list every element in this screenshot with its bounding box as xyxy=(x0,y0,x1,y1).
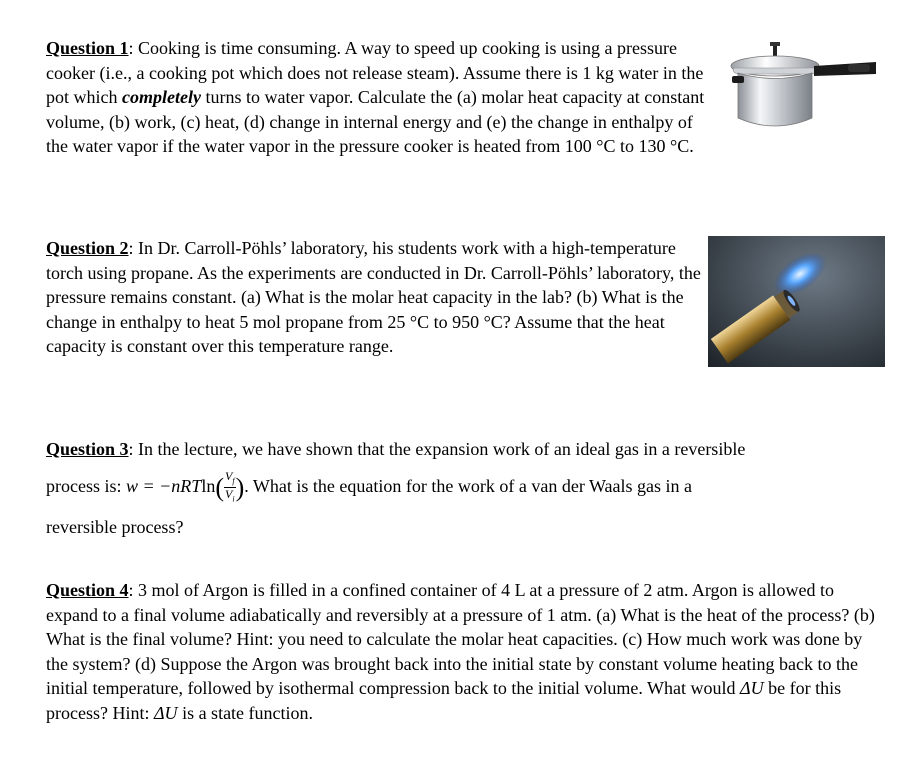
initial-volume-symbol: V xyxy=(225,486,233,501)
question-1-label: Question 1 xyxy=(46,38,129,58)
initial-subscript: i xyxy=(232,494,235,504)
propane-torch-image xyxy=(708,236,885,367)
question-2 xyxy=(46,236,706,359)
final-subscript: f xyxy=(232,475,235,485)
close-paren: ) xyxy=(235,472,245,502)
volume-fraction xyxy=(224,470,236,506)
delta-u-symbol: ΔU xyxy=(740,678,764,699)
question-3-pre: process is: xyxy=(46,475,126,496)
question-3-label: Question 3 xyxy=(46,439,129,459)
question-4-text: : 3 mol of Argon is filled in a confined container of 4 L at a pressure of 2 atm. Argon is allowed to expand to a final volume adiabatically and reversibly at a pressure of 1 atm. (a) What is the heat of the process? (b) What is the final volume? Hint: you need to calculate the molar heat capacities. (c) How much work was done by the system? (d) Suppose the Argon was brought back into the initial state by constant volume heating back to the initial temperature, followed by isothermal compression back to the initial volume. What would xyxy=(46,580,875,699)
question-4-label: Question 4 xyxy=(46,580,129,600)
question-1-text: : Cooking is time consuming. A way to speed up cooking is using a pressure cooker (i.e., a cooking pot which does not release steam). Assume there is 1 kg water in the pot which xyxy=(46,38,704,108)
delta-u-symbol-2: ΔU xyxy=(153,702,178,723)
question-3-line1: : In the lecture, we have shown that the expansion work of an ideal gas in a reversible xyxy=(128,439,746,459)
final-volume-symbol: V xyxy=(225,468,233,483)
question-4 xyxy=(46,578,876,726)
pressure-cooker-image xyxy=(728,40,878,135)
ln-symbol: ln xyxy=(201,475,216,496)
question-2-label: Question 2 xyxy=(46,238,129,258)
question-1-text-end: turns to water vapor. Calculate the (a) molar heat capacity at constant volume, (b) work, (c) heat, (d) change in internal energy and (e) the change in enthalpy of the water vapor if the water vapor in the pressure cooker is heated from 100 °C to 130 °C. xyxy=(46,87,705,157)
question-2-text: : In Dr. Carroll-Pöhls’ laboratory, his students work with a high-temperature torch using propane. As the experiments are conducted in Dr. Carroll-Pöhls’ laboratory, the pressure remains constant. (a) What is the molar heat capacity in the lab? (b) What is the change in enthalpy to heat 5 mol propane from 25 °C to 950 °C? Assume that the heat capacity is constant over this temperature range. xyxy=(46,238,701,357)
open-paren: ( xyxy=(215,472,224,502)
work-equation: w = −nRT xyxy=(126,475,202,496)
question-3-line3: reversible process? xyxy=(46,517,184,538)
question-3-post: . What is the equation for the work of a van der Waals gas in a xyxy=(244,475,692,496)
question-3-line2 xyxy=(46,470,876,506)
question-3 xyxy=(46,437,876,540)
question-1 xyxy=(46,36,706,159)
question-4-text-mid: be for this process? Hint: xyxy=(46,678,842,723)
question-4-text-end: is a state function. xyxy=(177,702,314,723)
question-1-emphasis: completely xyxy=(122,87,201,108)
